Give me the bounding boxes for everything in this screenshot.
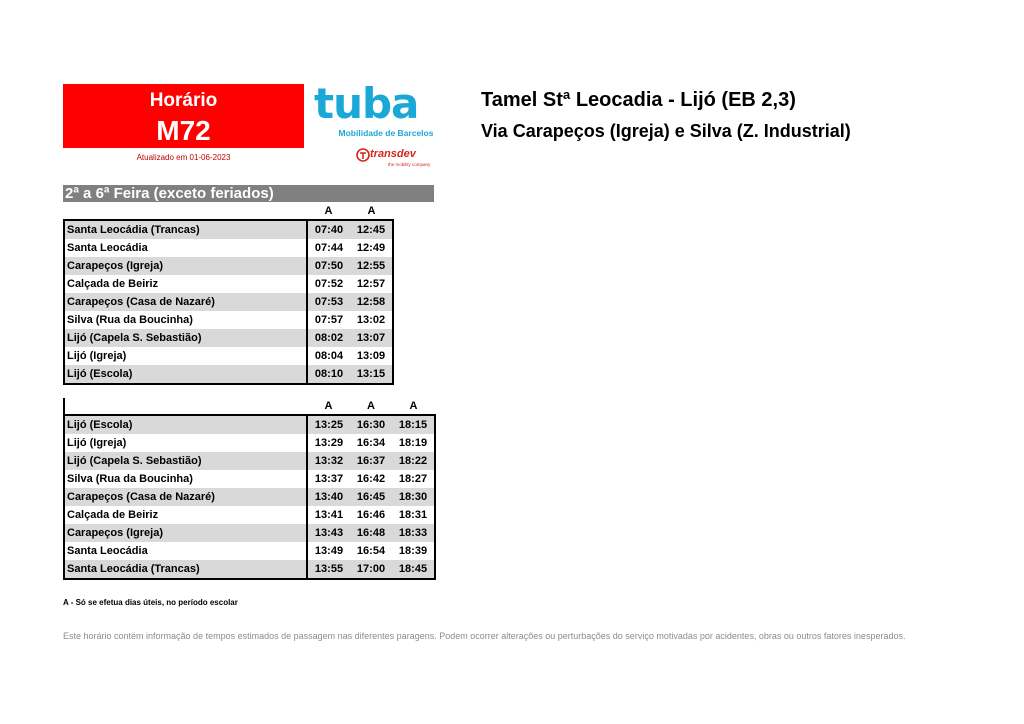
timetable-row [64, 329, 393, 347]
timetable-row [64, 560, 435, 579]
stop-name: Lijó (Igreja) [64, 434, 307, 452]
departure-time: 12:45 [350, 220, 393, 239]
timetable-row [64, 506, 435, 524]
column-header: A [324, 400, 333, 412]
timetable-row [64, 415, 435, 434]
departure-time: 13:49 [307, 542, 350, 560]
tuba-wordmark [312, 84, 460, 126]
stop-name: Carapeços (Igreja) [64, 524, 307, 542]
route-via: Via Carapeços (Igreja) e Silva (Z. Industrial) [481, 121, 851, 141]
stop-name: Carapeços (Casa de Nazaré) [64, 293, 307, 311]
timetable-row [64, 311, 393, 329]
transdev-icon [356, 148, 370, 162]
departure-time: 18:19 [392, 434, 435, 452]
departure-time: 12:49 [350, 239, 393, 257]
timetable-row [64, 488, 435, 506]
column-header: A [409, 400, 418, 412]
departure-time: 13:29 [307, 434, 350, 452]
svg-text:tuba: tuba [314, 84, 419, 126]
departure-time: 13:09 [350, 347, 393, 365]
timetable-row [64, 470, 435, 488]
departure-time: 18:39 [392, 542, 435, 560]
tuba-logo [312, 84, 460, 174]
timetable-row [64, 275, 393, 293]
timetable-row [64, 524, 435, 542]
departure-time: 07:53 [307, 293, 350, 311]
departure-time: 16:45 [350, 488, 392, 506]
departure-time: 07:44 [307, 239, 350, 257]
departure-time: 16:30 [350, 415, 392, 434]
departure-time: 12:57 [350, 275, 393, 293]
disclaimer: Este horário contém informação de tempos estimados de passagem nas diferentes paragens. Podem ocorrer alterações ou perturbações do serviço motivadas por acidentes, obras ou outros fatores inesperados. [63, 631, 906, 641]
departure-time: 18:31 [392, 506, 435, 524]
timetable-row [64, 239, 393, 257]
transdev-name: transdev [370, 148, 416, 160]
stop-name: Silva (Rua da Boucinha) [64, 470, 307, 488]
stop-name: Lijó (Capela S. Sebastião) [64, 452, 307, 470]
departure-time: 13:32 [307, 452, 350, 470]
departure-time: 18:27 [392, 470, 435, 488]
departure-time: 13:41 [307, 506, 350, 524]
departure-time: 08:10 [307, 365, 350, 384]
stop-name: Carapeços (Casa de Nazaré) [64, 488, 307, 506]
departure-time: 17:00 [350, 560, 392, 579]
inbound-timetable [63, 398, 436, 580]
stop-name: Calçada de Beiriz [64, 506, 307, 524]
transdev-tagline: the mobility company [388, 162, 431, 167]
timetable-row [64, 347, 393, 365]
departure-time: 07:57 [307, 311, 350, 329]
departure-time: 12:55 [350, 257, 393, 275]
stop-name: Santa Leocádia [64, 542, 307, 560]
column-header: A [367, 205, 376, 217]
schedule-label: Horário [149, 90, 218, 111]
timetable-row [64, 542, 435, 560]
route-title: Tamel Stª Leocadia - Lijó (EB 2,3) [481, 89, 796, 111]
stop-name: Santa Leocádia [64, 239, 307, 257]
timetable-row [64, 293, 393, 311]
departure-time: 08:02 [307, 329, 350, 347]
departure-time: 16:54 [350, 542, 392, 560]
timetable-row [64, 220, 393, 239]
departure-time: 13:43 [307, 524, 350, 542]
departure-time: 18:33 [392, 524, 435, 542]
departure-time: 13:55 [307, 560, 350, 579]
timetable-row [64, 452, 435, 470]
column-header: A [367, 400, 375, 412]
departure-time: 13:07 [350, 329, 393, 347]
departure-time: 16:34 [350, 434, 392, 452]
stop-name: Calçada de Beiriz [64, 275, 307, 293]
stop-name: Carapeços (Igreja) [64, 257, 307, 275]
outbound-timetable [63, 203, 394, 385]
outbound-column-headers [64, 203, 393, 220]
departure-time: 18:15 [392, 415, 435, 434]
footnote: A - Só se efetua dias úteis, no período escolar [63, 598, 238, 607]
departure-time: 16:42 [350, 470, 392, 488]
stop-name: Lijó (Capela S. Sebastião) [64, 329, 307, 347]
departure-time: 07:50 [307, 257, 350, 275]
departure-time: 07:52 [307, 275, 350, 293]
timetable-row [64, 365, 393, 384]
departure-time: 13:02 [350, 311, 393, 329]
departure-time: 13:25 [307, 415, 350, 434]
departure-time: 16:46 [350, 506, 392, 524]
logo-subtitle: Mobilidade de Barcelos [338, 128, 434, 138]
departure-time: 13:15 [350, 365, 393, 384]
stop-name: Lijó (Escola) [64, 365, 307, 384]
stop-name: Santa Leocádia (Trancas) [64, 560, 307, 579]
timetable-row [64, 434, 435, 452]
departure-time: 16:37 [350, 452, 392, 470]
stop-name: Lijó (Escola) [64, 415, 307, 434]
route-code: M72 [156, 115, 211, 146]
schedule-header-box [63, 84, 304, 148]
stop-name: Silva (Rua da Boucinha) [64, 311, 307, 329]
day-type-header: 2ª a 6ª Feira (exceto feriados) [63, 185, 434, 202]
departure-time: 08:04 [307, 347, 350, 365]
timetable-row [64, 257, 393, 275]
departure-time: 13:37 [307, 470, 350, 488]
departure-time: 13:40 [307, 488, 350, 506]
departure-time: 18:30 [392, 488, 435, 506]
departure-time: 18:45 [392, 560, 435, 579]
updated-date: Atualizado em 01-06-2023 [136, 153, 231, 162]
departure-time: 07:40 [307, 220, 350, 239]
column-header: A [324, 205, 333, 217]
stop-name: Santa Leocádia (Trancas) [64, 220, 307, 239]
departure-time: 16:48 [350, 524, 392, 542]
inbound-column-headers [64, 398, 435, 415]
departure-time: 18:22 [392, 452, 435, 470]
stop-name: Lijó (Igreja) [64, 347, 307, 365]
departure-time: 12:58 [350, 293, 393, 311]
